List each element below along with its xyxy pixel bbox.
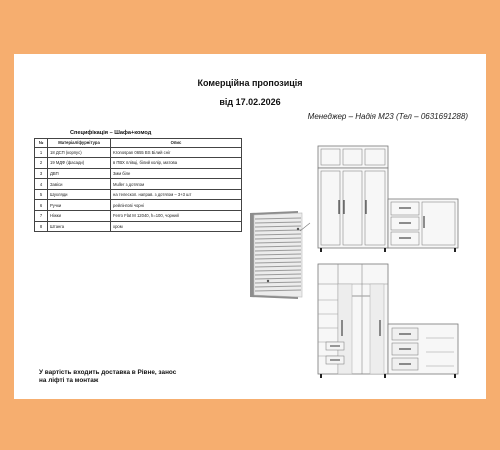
spec-table — [34, 138, 242, 232]
row-num: 6 — [35, 200, 48, 211]
table-row — [35, 168, 242, 179]
table-row — [35, 189, 242, 200]
row-desc: 3мм біле — [111, 168, 242, 179]
row-num: 8 — [35, 221, 48, 232]
row-num: 2 — [35, 158, 48, 169]
document-page — [14, 54, 486, 399]
row-num: 1 — [35, 147, 48, 158]
row-desc: Muller з дотягом — [111, 179, 242, 190]
document-date: від 17.02.2026 — [219, 97, 281, 107]
manager-contact: Менеджер – Надія М23 (Тел – 0631691288) — [307, 112, 468, 121]
row-desc: на телескоп. направ. з дотягом – 3+3 шт — [111, 189, 242, 200]
row-desc: Ferro Flat M 12040, h=100, чорний — [111, 211, 242, 222]
row-material: Штанга — [48, 221, 111, 232]
wardrobe-front-view — [314, 142, 464, 254]
row-material: Шухляди — [48, 189, 111, 200]
document-title: Комерційна пропозиція — [197, 78, 303, 88]
row-material: 19 МДФ (фасади) — [48, 158, 111, 169]
header-material: Матеріал/фурнітура — [48, 139, 111, 148]
table-row — [35, 200, 242, 211]
row-material: Ніжки — [48, 211, 111, 222]
table-row — [35, 211, 242, 222]
wardrobe-open-view — [314, 260, 464, 384]
delivery-note — [39, 369, 176, 385]
spec-header-row — [35, 139, 242, 148]
row-material: Ручки — [48, 200, 111, 211]
row-desc: хром — [111, 221, 242, 232]
header-num: № — [35, 139, 48, 148]
table-row — [35, 147, 242, 158]
delivery-note-line2: на ліфті та монтаж — [39, 377, 99, 384]
row-material: ДВП — [48, 168, 111, 179]
row-desc: Kronospan 0655 BS Білий сніг — [111, 147, 242, 158]
row-material: 18 ДСП (корпус) — [48, 147, 111, 158]
row-desc: рейлінгові чорні — [111, 200, 242, 211]
row-material: Завіси — [48, 179, 111, 190]
row-num: 7 — [35, 211, 48, 222]
row-num: 5 — [35, 189, 48, 200]
table-row — [35, 158, 242, 169]
header-desc: Опис — [111, 139, 242, 148]
row-num: 4 — [35, 179, 48, 190]
material-sample-image — [246, 209, 316, 301]
delivery-note-line1: У вартість входить доставка в Рівне, занос — [39, 369, 177, 376]
spec-title: Специфікація – Шафа+комод — [70, 130, 152, 136]
row-num: 3 — [35, 168, 48, 179]
row-desc: в ПВХ плівці, білий колір, матова — [111, 158, 242, 169]
table-row — [35, 221, 242, 232]
table-row — [35, 179, 242, 190]
